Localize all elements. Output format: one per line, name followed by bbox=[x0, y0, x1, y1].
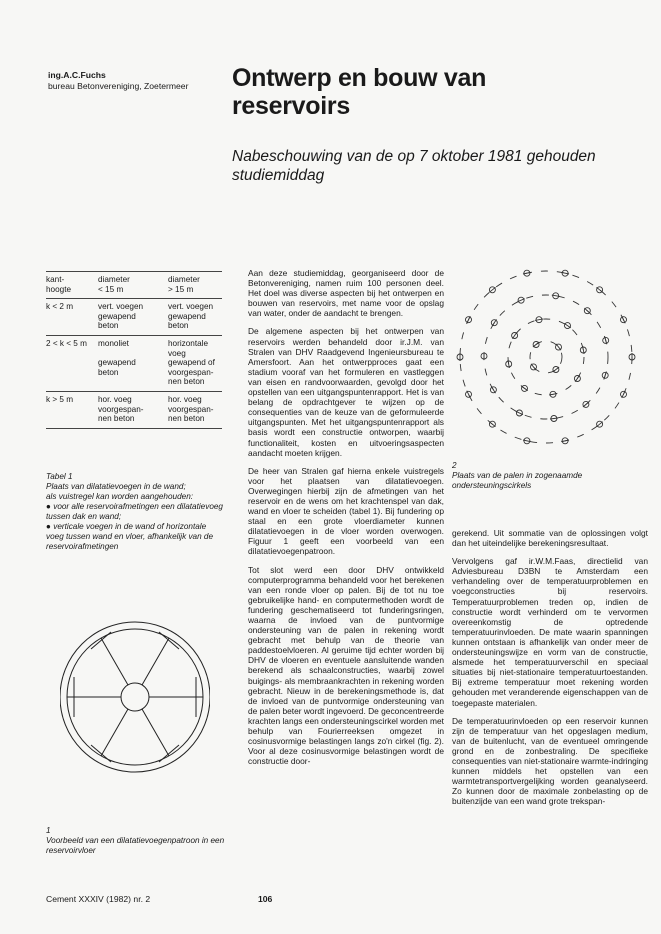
body-column-right bbox=[452, 528, 648, 814]
journal-footer: Cement XXXIV (1982) nr. 2 bbox=[46, 894, 151, 904]
subtitle-line-1: Nabeschouwing van de op 7 oktober 1981 gehouden bbox=[232, 148, 596, 165]
figure-2-pile-circles bbox=[446, 262, 646, 462]
table-header-cell: diameter < 15 m bbox=[98, 275, 130, 294]
page-number: 106 bbox=[258, 894, 273, 904]
table-row bbox=[46, 335, 222, 391]
paragraph: De temperatuurinvloeden op een reservoir kunnen zijn de temperatuur van het opgeslagen medium, van de buitenlucht, van de eventueel omringende grond en de zonbestraling. De specifieke consequenties van niet-stationaire warmte-indringing kunnen middels het opstellen van een warmtetransportvergelijking worden geanalyseerd. Zo kunnen door de maximale zonbelasting op de buitenzijde van een wand grote trekspan- bbox=[452, 715, 648, 807]
paragraph: Tot slot werd een door DHV ontwikkeld computerprogramma behandeld voor het berekenen van een ronde vloer op palen. Bij de tot nu toe gebruikelijke hand- en computermethoden wordt de fundering geschematiseerd tot funderingsringen, waarna de invloed van de puntvormige ondersteuning van de palen in rekening wordt gebracht met behulp van de theorie van paddestoelvloeren. Al geruime tijd echter worden bij DHV de vloeren en eventuele aansluitende wanden berekend als schaalconstructies, waarbij zowel buigings- als membraankrachten in rekening worden gebracht. Nieuw in de berekeningsmethode is, dat de invloed van de puntvormige ondersteuning van de palen beter wordt ingevoerd. De geconcentreerde krachten langs een ondersteuningscirkel worden met behulp van Fourierreeksen omgezet in cosinusvormige belastingen langs zo'n cirkel (fig. 2). Voor al deze cosinusvormige belastingen wordt de constructie door- bbox=[248, 564, 445, 767]
author-name: ing.A.C.Fuchs bbox=[48, 70, 106, 80]
paragraph: Aan deze studiemiddag, georganiseerd door de Betonvereniging, namen ruim 100 personen deel. Het doel was diverse aspecten bij het ontwerpen en bouwen van reservoirs, met name voor de opslag van water, onder de aandacht te brengen. bbox=[248, 268, 444, 319]
figure-1-joint-pattern bbox=[60, 597, 210, 797]
table-caption-bullet1: ● voor alle reservoirafmetingen een dilatatievoeg tussen dak en wand; bbox=[46, 502, 223, 521]
table-cell: monoliet gewapend beton bbox=[98, 338, 136, 377]
author-affiliation: bureau Betonvereniging, Zoetermeer bbox=[48, 81, 189, 91]
table-cell: vert. voegen gewapend beton bbox=[168, 302, 214, 331]
author-block bbox=[48, 70, 248, 92]
paragraph: gerekend. Uit sommatie van de oplossingen volgt dan het uiteindelijke berekeningsresultaat. bbox=[452, 528, 648, 549]
joint-table bbox=[46, 271, 222, 429]
article-subtitle bbox=[232, 147, 642, 185]
figure-2-text: Plaats van de palen in zogenaamde ondersteuningscirkels bbox=[452, 471, 583, 490]
support-circle bbox=[484, 295, 608, 419]
table-cell: hor. voeg voorgespan- nen beton bbox=[98, 394, 144, 424]
table-cell: k > 5 m bbox=[46, 394, 74, 404]
center-ring bbox=[121, 683, 149, 711]
radial-joint bbox=[142, 709, 169, 756]
paragraph: De heer van Stralen gaf hierna enkele vuistregels voor het plaatsen van dilatatievoegen. Overwegingen hierbij zijn de afmetingen van het reservoir en de wens om het krachtenspel van dak, wand en vloer te scheiden (tabel 1). Bij fundering op staal en een grote vloerdiameter kunnen dilatatievoegen in de vloer worden overwogen. Figuur 1 geeft een voorbeeld van een dilatatievoegenpatroon. bbox=[248, 465, 444, 557]
title-line-2: reservoirs bbox=[232, 92, 350, 120]
table-cell: hor. voeg voorgespan- nen beton bbox=[168, 394, 214, 424]
table-caption-line2: als vuistregel kan worden aangehouden: bbox=[46, 492, 194, 501]
paragraph: De algemene aspecten bij het ontwerpen van reservoirs werden behandeld door ir.J.M. van Stralen van DHV Raadgevend Ingenieursbureau te Amersfoort. Aan het ontwerpproces gaat een stadium vooraf van het formuleren en vastleggen van eisen en randvoorwaarden, gevolgd door het opstellen van een uitgangspuntenrapport. Het is van belang de opdrachtgever te wijzen op de consequenties van de keuze van de geformuleerde uitgangspunten. Met het uitgangspuntenrapport als basis wordt een constructie ontworpen, waarbij functionaliteit, kosten en uitvoeringsaspecten aandacht moeten krijgen. bbox=[248, 326, 444, 458]
figure-2-number: 2 bbox=[452, 461, 457, 470]
table-header-row bbox=[46, 271, 222, 298]
subtitle-line-2: studiemiddag bbox=[232, 167, 325, 184]
support-circle bbox=[460, 271, 632, 443]
figure-1-caption bbox=[46, 826, 226, 856]
table-caption bbox=[46, 472, 226, 552]
figure-1-text: Voorbeeld van een dilatatievoegenpatroon in een reservoirvloer bbox=[46, 836, 225, 855]
figure-1-number: 1 bbox=[46, 826, 51, 835]
support-circle bbox=[508, 319, 584, 395]
table-caption-num: Tabel 1 bbox=[46, 472, 73, 481]
table-row bbox=[46, 298, 222, 335]
table-cell: horizontale voeg gewapend of voorgespan- nen beton bbox=[168, 338, 215, 387]
article-title bbox=[232, 64, 632, 120]
radial-joint bbox=[101, 638, 128, 685]
table-row bbox=[46, 391, 222, 429]
table-cell: 2 < k < 5 m bbox=[46, 338, 87, 348]
title-line-1: Ontwerp en bouw van bbox=[232, 64, 487, 92]
table-header-cell: diameter > 15 m bbox=[168, 275, 200, 294]
table-caption-line1: Plaats van dilatatievoegen in de wand; bbox=[46, 482, 186, 491]
paragraph: Vervolgens gaf ir.W.M.Faas, directielid van Adviesbureau D3BN te Amsterdam een verhandeling over de temperatuurproblemen en voegconstructies bij reservoirs. Temperatuurproblemen treden op, indien de constructie wordt verhinderd om te vervormen overeenkomstig de optredende temperatuurinvloeden. De mate waarin spanningen kunnen ontstaan is afhankelijk van onder meer de ondersteuningswijze en vorm van de constructie, alsmede het temperatuurverschil en speciaal situaties bij niet-stationaire temperatuurtoestanden. Bij extreme temperatuur moet rekening worden gehouden met veranderende eigenschappen van de toegepaste materialen. bbox=[452, 556, 648, 708]
table-header-cell: kant- hoogte bbox=[46, 275, 72, 294]
figure-2-caption bbox=[452, 461, 647, 491]
radial-joint bbox=[142, 638, 169, 685]
radial-joint bbox=[101, 709, 128, 756]
body-column-middle bbox=[248, 268, 444, 774]
table-caption-bullet2: ● verticale voegen in de wand of horizontale voeg tussen wand en vloer, afhankelijk van de reservoirafmetingen bbox=[46, 522, 214, 551]
table-cell: k < 2 m bbox=[46, 302, 74, 312]
table-cell: vert. voegen gewapend beton bbox=[98, 302, 144, 331]
